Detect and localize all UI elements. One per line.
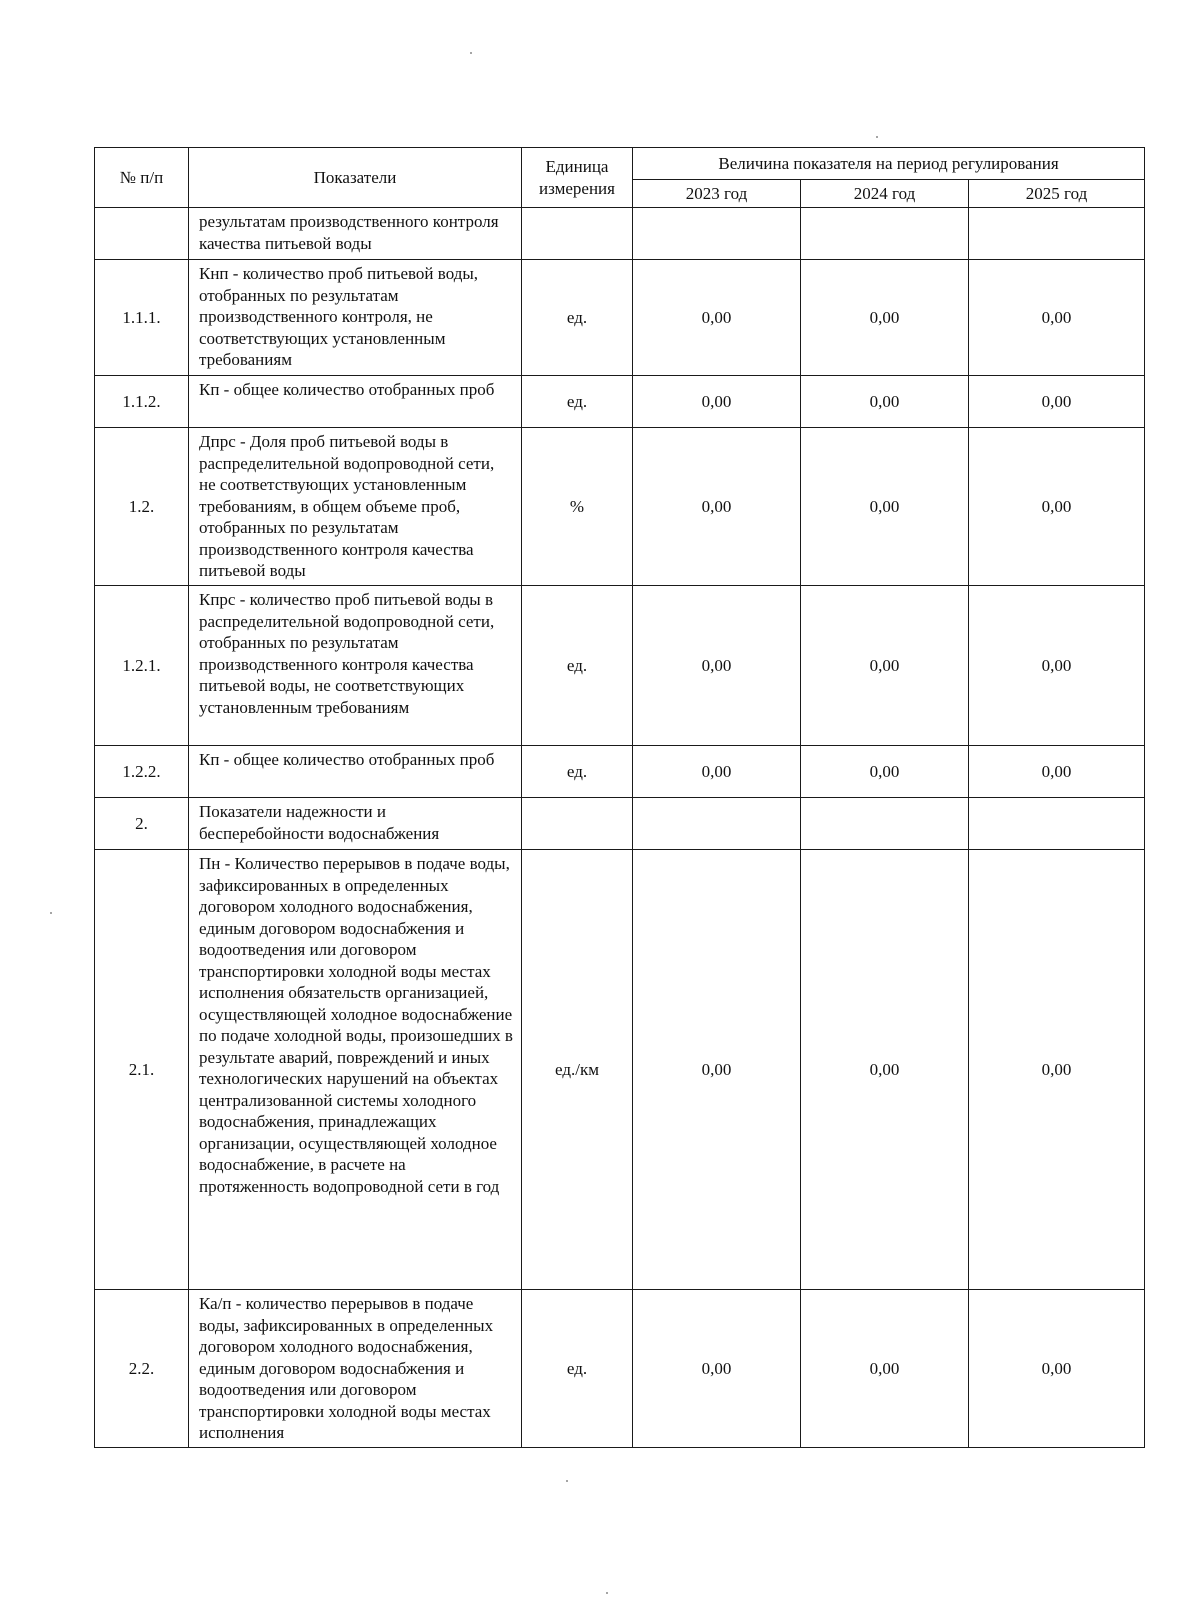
row-unit xyxy=(522,798,633,850)
row-number: 2.2. xyxy=(95,1290,189,1448)
table-header-row xyxy=(95,148,1145,180)
table-row xyxy=(95,260,1145,376)
row-unit: ед. xyxy=(522,746,633,798)
row-value-2023: 0,00 xyxy=(633,586,801,746)
row-number: 1.1.1. xyxy=(95,260,189,376)
row-value-2024: 0,00 xyxy=(801,260,969,376)
row-value-2024: 0,00 xyxy=(801,428,969,586)
row-number: 1.1.2. xyxy=(95,376,189,428)
scan-speck xyxy=(876,136,878,138)
row-value-2023: 0,00 xyxy=(633,850,801,1290)
table-row xyxy=(95,798,1145,850)
row-indicator-text: Показатели надежности и бесперебойности водоснабжения xyxy=(189,798,522,850)
row-value-2023: 0,00 xyxy=(633,428,801,586)
row-value-2025: 0,00 xyxy=(969,1290,1145,1448)
row-indicator-text: Кнп - количество проб питьевой воды, отобранных по результатам производственного контроля, не соответствующих установленным требованиям xyxy=(189,260,522,376)
table-row xyxy=(95,850,1145,1290)
row-value-2025: 0,00 xyxy=(969,376,1145,428)
row-indicator-text: результатам производственного контроля качества питьевой воды xyxy=(189,208,522,260)
row-number: 1.2.2. xyxy=(95,746,189,798)
row-value-2023 xyxy=(633,798,801,850)
header-unit-line1: Единица xyxy=(545,156,609,176)
row-value-2024: 0,00 xyxy=(801,1290,969,1448)
row-value-2024 xyxy=(801,208,969,260)
table-row xyxy=(95,586,1145,746)
row-unit: ед. xyxy=(522,1290,633,1448)
row-unit: % xyxy=(522,428,633,586)
indicators-table xyxy=(94,147,1145,1448)
row-indicator-text: Кп - общее количество отобранных проб xyxy=(189,376,522,428)
row-value-2024: 0,00 xyxy=(801,586,969,746)
header-period: Величина показателя на период регулирования xyxy=(633,148,1145,180)
row-value-2023: 0,00 xyxy=(633,746,801,798)
row-unit: ед. xyxy=(522,260,633,376)
row-unit xyxy=(522,208,633,260)
table-row xyxy=(95,376,1145,428)
row-value-2024 xyxy=(801,798,969,850)
row-number xyxy=(95,208,189,260)
row-value-2023 xyxy=(633,208,801,260)
row-value-2025: 0,00 xyxy=(969,850,1145,1290)
row-value-2025: 0,00 xyxy=(969,428,1145,586)
row-unit: ед. xyxy=(522,586,633,746)
header-unit xyxy=(522,148,633,208)
scan-speck xyxy=(606,1592,608,1594)
table-row xyxy=(95,208,1145,260)
table-row xyxy=(95,1290,1145,1448)
row-indicator-text: Пн - Количество перерывов в подаче воды, зафиксированных в определенных договором холодного водоснабжения, единым договором водоснабжения и водоотведения или договором транспортировки холодной воды местах исполнения обязательств организацией, осуществляющей холодное водоснабжение по подаче холодной воды, произошедших в результате аварий, повреждений и иных технологических нарушений на объектах централизованной системы холодного водоснабжения, принадлежащих организации, осуществляющей холодное водоснабжение, в расчете на протяженность водопроводной сети в год xyxy=(189,850,522,1290)
row-value-2023: 0,00 xyxy=(633,1290,801,1448)
scan-speck xyxy=(50,912,52,914)
row-unit: ед. xyxy=(522,376,633,428)
table-row xyxy=(95,746,1145,798)
row-value-2025: 0,00 xyxy=(969,746,1145,798)
row-unit: ед./км xyxy=(522,850,633,1290)
header-year-2025: 2025 год xyxy=(969,180,1145,208)
row-value-2025: 0,00 xyxy=(969,586,1145,746)
table-row xyxy=(95,428,1145,586)
row-indicator-text: Дпрс - Доля проб питьевой воды в распределительной водопроводной сети, не соответствующих установленным требованиям, в общем объеме проб, отобранных по результатам производственного контроля качества питьевой воды xyxy=(189,428,522,586)
header-unit-line2: измерения xyxy=(539,178,615,198)
row-indicator-text: Ка/п - количество перерывов в подаче воды, зафиксированных в определенных договором холодного водоснабжения, единым договором водоснабжения и водоотведения или договором транспортировки холодной воды местах исполнения xyxy=(189,1290,522,1448)
row-indicator-text: Кп - общее количество отобранных проб xyxy=(189,746,522,798)
row-value-2024: 0,00 xyxy=(801,376,969,428)
row-indicator-text: Кпрс - количество проб питьевой воды в распределительной водопроводной сети, отобранных по результатам производственного контроля качества питьевой воды, не соответствующих установленным требованиям xyxy=(189,586,522,746)
row-value-2023: 0,00 xyxy=(633,376,801,428)
row-value-2024: 0,00 xyxy=(801,850,969,1290)
header-year-2023: 2023 год xyxy=(633,180,801,208)
row-value-2025: 0,00 xyxy=(969,260,1145,376)
row-value-2024: 0,00 xyxy=(801,746,969,798)
header-indicators: Показатели xyxy=(189,148,522,208)
row-value-2025 xyxy=(969,208,1145,260)
row-value-2025 xyxy=(969,798,1145,850)
header-number: № п/п xyxy=(95,148,189,208)
row-number: 1.2. xyxy=(95,428,189,586)
header-year-2024: 2024 год xyxy=(801,180,969,208)
row-number: 1.2.1. xyxy=(95,586,189,746)
scan-speck xyxy=(566,1480,568,1482)
row-value-2023: 0,00 xyxy=(633,260,801,376)
row-number: 2. xyxy=(95,798,189,850)
scan-speck xyxy=(470,52,472,54)
row-number: 2.1. xyxy=(95,850,189,1290)
